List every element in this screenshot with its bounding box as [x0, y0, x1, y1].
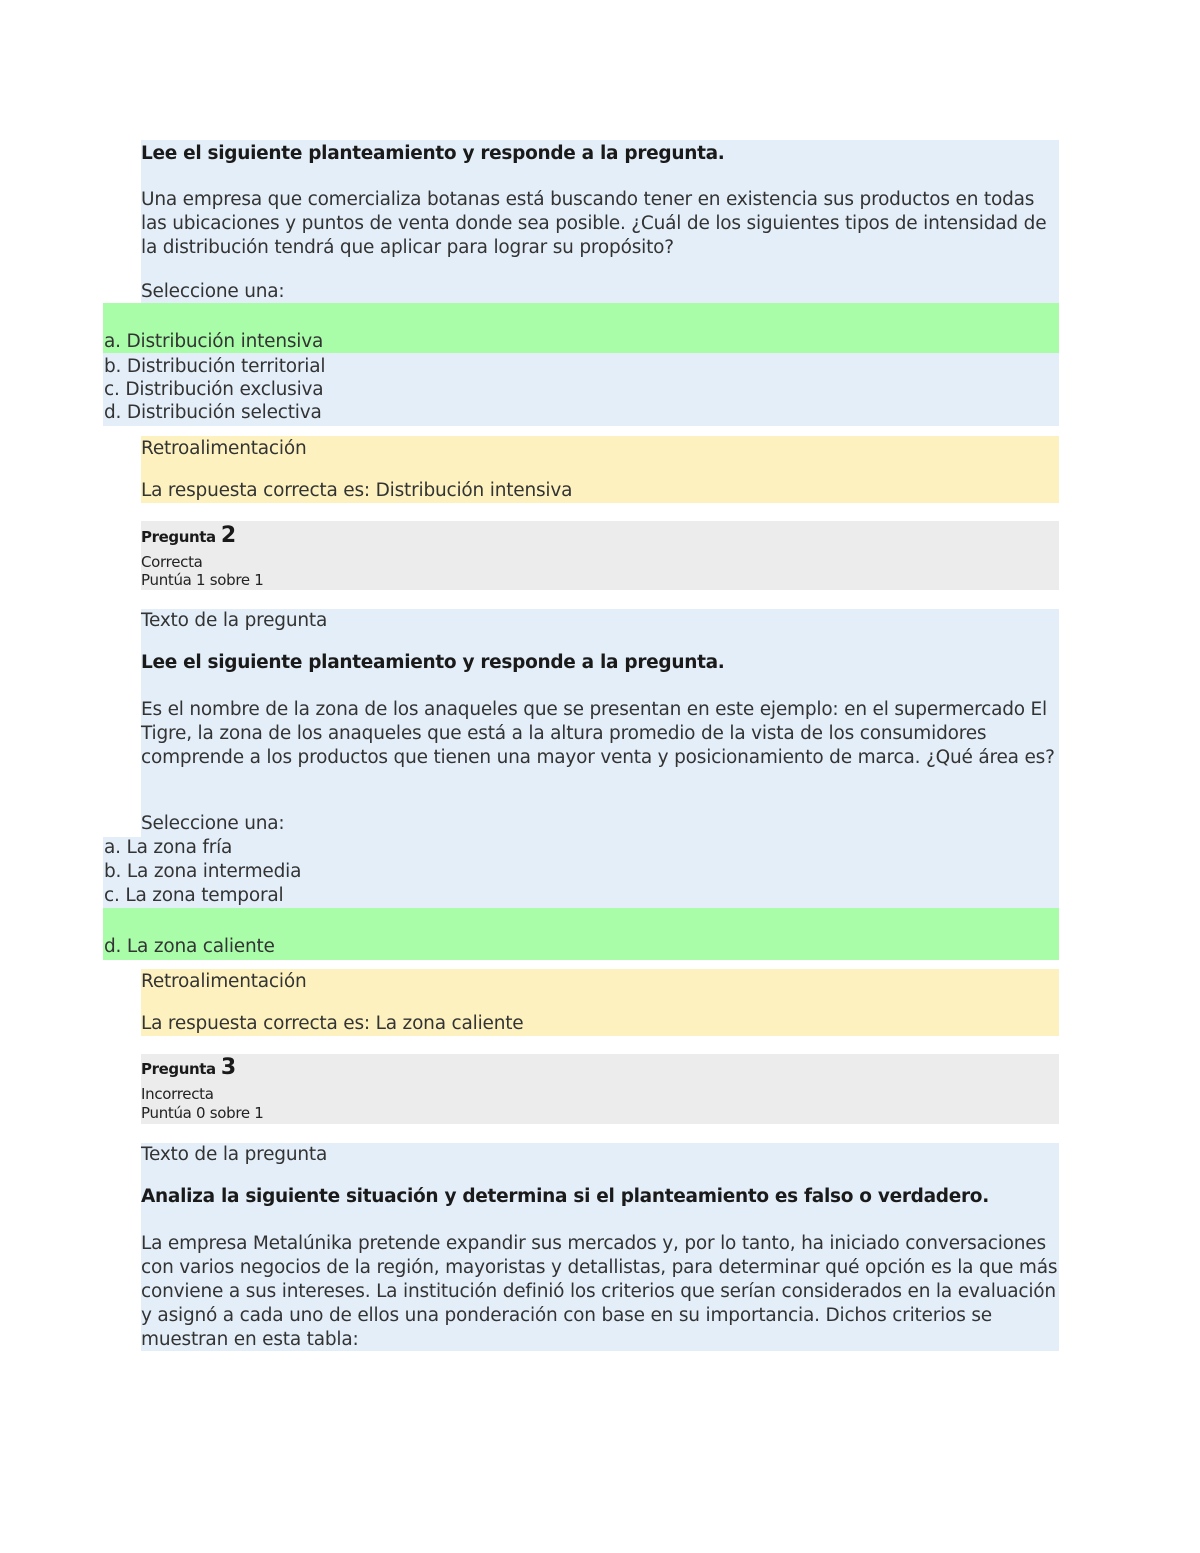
q3-heading-label: Pregunta: [141, 1060, 216, 1078]
q2-instruction: Lee el siguiente planteamiento y responde a la pregunta.: [141, 652, 725, 673]
q1-option-d[interactable]: d. Distribución selectiva: [104, 402, 322, 423]
q2-heading-label: Pregunta: [141, 528, 216, 546]
q3-instruction: Analiza la siguiente situación y determina si el planteamiento es falso o verdadero.: [141, 1186, 989, 1207]
q2-heading-number: 2: [220, 523, 237, 548]
q2-option-a[interactable]: a. La zona fría: [104, 837, 233, 858]
q1-instruction: Lee el siguiente planteamiento y responde a la pregunta.: [141, 143, 725, 164]
q2-feedback-answer: La respuesta correcta es: La zona caliente: [141, 1013, 524, 1034]
q1-question-text: Una empresa que comercializa botanas está buscando tener en existencia sus productos en todas las ubicaciones y puntos de venta donde sea posible. ¿Cuál de los siguientes tipos de intensidad de la distribución tendrá que aplicar para lograr su propósito?: [141, 189, 1047, 258]
q1-feedback-answer: La respuesta correcta es: Distribución intensiva: [141, 480, 573, 501]
q2-heading: [141, 523, 236, 548]
q2-score: Puntúa 1 sobre 1: [141, 571, 264, 589]
q3-status: Incorrecta: [141, 1085, 214, 1103]
q1-option-a[interactable]: a. Distribución intensiva: [104, 331, 324, 352]
q1-feedback-title: Retroalimentación: [141, 438, 307, 459]
q3-question-text: La empresa Metalúnika pretende expandir sus mercados y, por lo tanto, ha iniciado conversaciones con varios negocios de la región, mayoristas y detallistas, para determinar qué opción es la que más conviene a sus intereses. La institución definió los criterios que serían considerados en la evaluación y asignó a cada uno de ellos una ponderación con base en su importancia. Dichos criterios se muestran en esta tabla:: [141, 1233, 1058, 1350]
q3-question-label: Texto de la pregunta: [141, 1144, 328, 1165]
q1-select-label: Seleccione una:: [141, 281, 285, 302]
q2-option-b[interactable]: b. La zona intermedia: [104, 861, 302, 882]
q2-question-label: Texto de la pregunta: [141, 610, 328, 631]
q2-select-label: Seleccione una:: [141, 813, 285, 834]
q2-status: Correcta: [141, 553, 203, 571]
q2-question-text: Es el nombre de la zona de los anaqueles que se presentan en este ejemplo: en el supermercado El Tigre, la zona de los anaqueles que está a la altura promedio de la vista de los consumidores comprende a los productos que tienen una mayor venta y posicionamiento de marca. ¿Qué área es?: [141, 699, 1055, 768]
q3-score: Puntúa 0 sobre 1: [141, 1104, 264, 1122]
q1-option-c[interactable]: c. Distribución exclusiva: [104, 379, 324, 400]
q3-heading-number: 3: [220, 1055, 237, 1080]
q2-option-c[interactable]: c. La zona temporal: [104, 885, 284, 906]
q2-option-d[interactable]: d. La zona caliente: [104, 936, 275, 957]
q2-info-box: [141, 521, 1059, 590]
q3-heading: [141, 1055, 236, 1080]
q3-info-box: [141, 1054, 1059, 1124]
q2-feedback-title: Retroalimentación: [141, 971, 307, 992]
q1-option-b[interactable]: b. Distribución territorial: [104, 356, 326, 377]
